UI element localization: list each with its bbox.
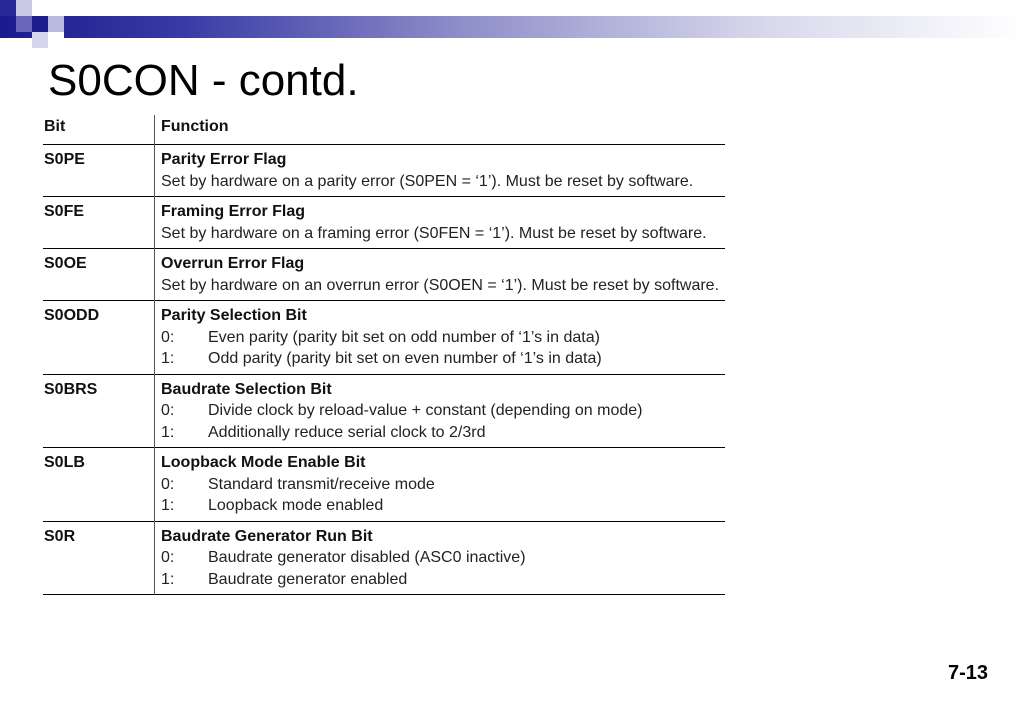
- bit-cell: [43, 374, 155, 448]
- bit-cell: [43, 521, 155, 595]
- option-code: 0:: [161, 549, 175, 566]
- option-code: 1:: [161, 497, 175, 514]
- function-cell: [155, 521, 726, 595]
- logo-square: [0, 0, 16, 16]
- function-description: Set by hardware on an overrun error (S0OEN = ‘1’). Must be reset by software.: [161, 276, 720, 294]
- bit-name: S0FE: [44, 203, 85, 220]
- table-row: [43, 249, 725, 301]
- column-header-bit: Bit: [43, 115, 155, 145]
- bit-name: S0R: [44, 527, 76, 545]
- function-title: Parity Error Flag: [161, 151, 287, 168]
- option-text: Additionally reduce serial clock to 2/3rd: [208, 423, 486, 441]
- bit-name: S0BRS: [44, 380, 98, 398]
- table-row: [43, 301, 725, 375]
- option-code: 0:: [161, 402, 175, 419]
- logo-square: [32, 16, 48, 32]
- table-row: [43, 374, 725, 448]
- bit-name: S0PE: [44, 151, 85, 168]
- bit-name: S0LB: [44, 454, 85, 471]
- table-body: [43, 145, 725, 595]
- option-line: [161, 327, 725, 349]
- column-header-function: Function: [161, 118, 229, 135]
- function-cell: [155, 249, 726, 301]
- function-title: Parity Selection Bit: [161, 307, 307, 324]
- bit-cell: [43, 145, 155, 197]
- logo-square: [48, 16, 64, 32]
- function-description: Set by hardware on a framing error (S0FEN = ‘1’). Must be reset by software.: [161, 224, 707, 242]
- function-title: Overrun Error Flag: [161, 255, 305, 272]
- function-title: Baudrate Selection Bit: [161, 380, 332, 398]
- option-text: Odd parity (parity bit set on even number of ‘1’s in data): [208, 350, 602, 367]
- table-row: [43, 197, 725, 249]
- option-code: 0:: [161, 475, 175, 493]
- option-text: Standard transmit/receive mode: [208, 475, 435, 493]
- function-cell: [155, 145, 726, 197]
- function-title: Baudrate Generator Run Bit: [161, 527, 373, 545]
- header-gradient-band: [0, 16, 1023, 38]
- bit-name: S0OE: [44, 255, 87, 272]
- register-bit-table: [43, 115, 725, 595]
- option-line: [161, 569, 725, 591]
- function-cell: [155, 374, 726, 448]
- function-cell: [155, 197, 726, 249]
- table-header-row: [43, 115, 725, 145]
- bit-name: S0ODD: [44, 307, 100, 324]
- function-cell: [155, 301, 726, 375]
- function-title: Framing Error Flag: [161, 203, 306, 220]
- logo-square: [16, 0, 32, 16]
- function-description: Set by hardware on a parity error (S0PEN = ‘1’). Must be reset by software.: [161, 172, 694, 190]
- logo-square: [32, 0, 48, 16]
- logo-square: [16, 16, 32, 32]
- table-row: [43, 521, 725, 595]
- option-line: [161, 348, 725, 370]
- option-line: [161, 400, 725, 422]
- option-line: [161, 495, 725, 517]
- bit-cell: [43, 197, 155, 249]
- slide-title: S0CON - contd.: [48, 56, 359, 105]
- logo-square: [48, 32, 64, 48]
- option-text: Loopback mode enabled: [208, 497, 384, 514]
- option-code: 0:: [161, 328, 175, 346]
- option-text: Even parity (parity bit set on odd number of ‘1’s in data): [208, 328, 600, 346]
- option-line: [161, 422, 725, 444]
- option-text: Baudrate generator enabled: [208, 570, 408, 588]
- option-line: [161, 474, 725, 496]
- table-row: [43, 145, 725, 197]
- option-line: [161, 547, 725, 569]
- bit-cell: [43, 448, 155, 522]
- option-text: Divide clock by reload-value + constant (depending on mode): [208, 402, 643, 419]
- option-code: 1:: [161, 423, 175, 441]
- function-title: Loopback Mode Enable Bit: [161, 454, 366, 471]
- option-code: 1:: [161, 570, 175, 588]
- bit-cell: [43, 249, 155, 301]
- bit-cell: [43, 301, 155, 375]
- logo-square: [32, 32, 48, 48]
- table-row: [43, 448, 725, 522]
- function-cell: [155, 448, 726, 522]
- option-text: Baudrate generator disabled (ASC0 inactive): [208, 549, 526, 566]
- option-code: 1:: [161, 350, 175, 367]
- page-number: 7-13: [948, 662, 989, 684]
